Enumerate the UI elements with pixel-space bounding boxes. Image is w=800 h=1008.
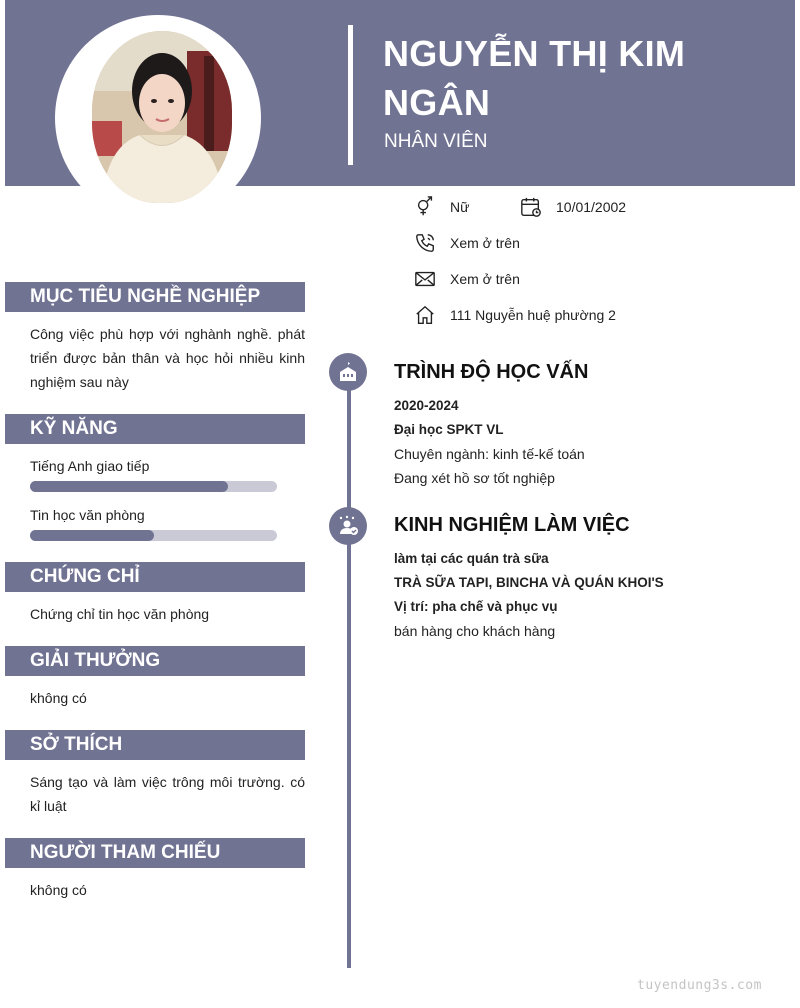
candidate-name: NGUYỄN THỊ KIM NGÂN <box>383 33 686 123</box>
skill-bar-fill <box>30 530 154 541</box>
contact-address <box>414 304 616 326</box>
phone-value: Xem ở trên <box>450 235 520 251</box>
career-goal-heading: MỤC TIÊU NGHỀ NGHIỆP <box>5 282 305 312</box>
skills-heading: KỸ NĂNG <box>5 414 305 444</box>
certificates-text: Chứng chỉ tin học văn phòng <box>30 606 210 622</box>
birthdate-value: 10/01/2002 <box>556 199 627 215</box>
header-divider <box>348 25 353 165</box>
skill-bar <box>30 481 277 492</box>
watermark: tuyendung3s.com <box>637 978 762 993</box>
references-text: không có <box>30 882 87 898</box>
skill-bar <box>30 530 277 541</box>
candidate-role: NHÂN VIÊN <box>384 131 488 152</box>
education-status: Đang xét hồ sơ tốt nghiệp <box>394 470 555 486</box>
skill-label: Tin học văn phòng <box>30 507 145 523</box>
address-value: 111 Nguyễn huệ phường 2 <box>450 307 616 323</box>
team-star-icon <box>336 514 360 538</box>
experience-line: làm tại các quán trà sữa <box>394 551 549 566</box>
skill-bar-fill <box>30 481 228 492</box>
education-school: Đại học SPKT VL <box>394 422 504 437</box>
awards-text: không có <box>30 690 87 706</box>
envelope-icon <box>414 268 436 290</box>
school-icon <box>336 360 360 384</box>
contact-gender <box>414 196 469 218</box>
references-heading: NGƯỜI THAM CHIẾU <box>5 838 305 868</box>
contact-phone <box>414 232 520 254</box>
avatar <box>92 31 232 203</box>
contact-email <box>414 268 520 290</box>
gender-value: Nữ <box>450 199 470 215</box>
timeline-line <box>347 372 351 968</box>
education-period: 2020-2024 <box>394 398 459 413</box>
skill-label: Tiếng Anh giao tiếp <box>30 458 150 474</box>
email-value: Xem ở trên <box>450 271 520 287</box>
experience-line: Vị trí: pha chế và phục vụ <box>394 599 558 614</box>
experience-heading: KINH NGHIỆM LÀM VIỆC <box>394 514 630 536</box>
hobbies-text: Sáng tạo và làm việc trông môi trường. có kỉ luật <box>30 774 305 814</box>
hobbies-heading: SỞ THÍCH <box>5 730 305 760</box>
experience-line: TRÀ SỮA TAPI, BINCHA VÀ QUÁN KHOI'S <box>394 575 664 590</box>
calendar-icon <box>520 196 542 218</box>
career-goal-text: Công việc phù hợp với nghành nghề. phát triển được bản thân và học hỏi nhiều kinh nghiệm sau này <box>30 326 305 390</box>
experience-line: bán hàng cho khách hàng <box>394 623 556 639</box>
phone-icon <box>414 232 436 254</box>
home-icon <box>414 304 436 326</box>
education-heading: TRÌNH ĐỘ HỌC VẤN <box>394 361 589 383</box>
gender-icon <box>414 196 436 218</box>
education-major: Chuyên ngành: kinh tế-kế toán <box>394 446 585 462</box>
certificates-heading: CHỨNG CHỈ <box>5 562 305 592</box>
education-badge <box>329 353 367 391</box>
awards-heading: GIẢI THƯỞNG <box>5 646 305 676</box>
contact-birthdate <box>520 196 626 218</box>
experience-badge <box>329 507 367 545</box>
profile-photo <box>92 31 232 203</box>
